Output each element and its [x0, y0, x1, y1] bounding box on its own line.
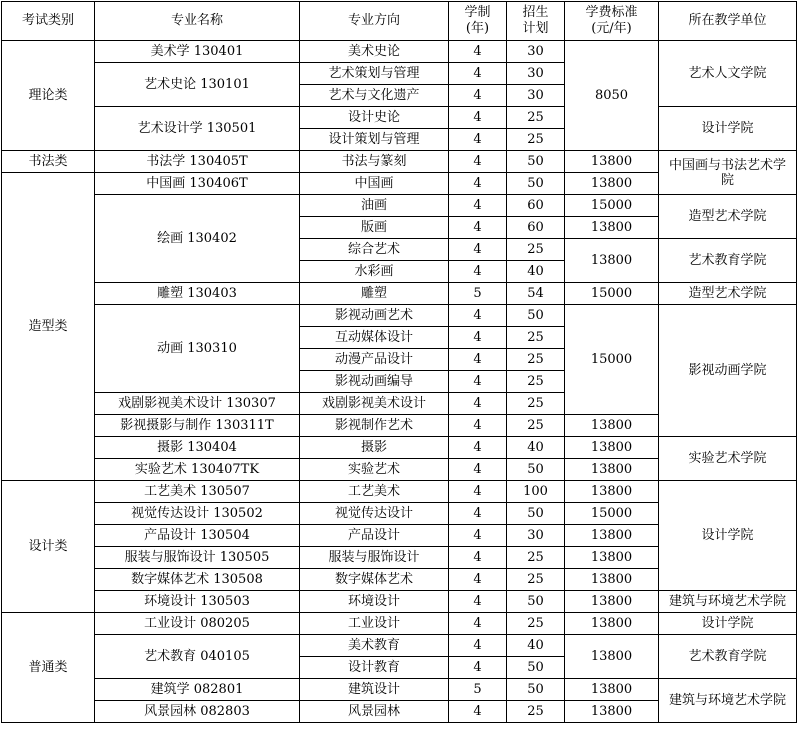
years-cell: 4 — [449, 459, 507, 481]
major-cell: 艺术设计学 130501 — [95, 107, 300, 151]
direction-cell: 产品设计 — [300, 525, 449, 547]
major-cell: 环境设计 130503 — [95, 591, 300, 613]
direction-cell: 中国画 — [300, 173, 449, 195]
school-cell: 造型艺术学院 — [659, 195, 797, 239]
school-cell: 设计学院 — [659, 481, 797, 591]
header-row — [2, 2, 797, 41]
school-cell: 设计学院 — [659, 107, 797, 151]
years-cell: 4 — [449, 393, 507, 415]
enroll-cell: 50 — [507, 591, 565, 613]
direction-cell: 风景园林 — [300, 701, 449, 723]
direction-cell: 实验艺术 — [300, 459, 449, 481]
major-cell: 视觉传达设计 130502 — [95, 503, 300, 525]
major-cell: 绘画 130402 — [95, 195, 300, 283]
direction-cell: 工业设计 — [300, 613, 449, 635]
table-row — [2, 305, 797, 327]
major-cell: 工业设计 080205 — [95, 613, 300, 635]
fee-cell: 13800 — [565, 701, 659, 723]
fee-cell: 13800 — [565, 173, 659, 195]
direction-cell: 综合艺术 — [300, 239, 449, 261]
school-cell: 造型艺术学院 — [659, 283, 797, 305]
enroll-cell: 40 — [507, 261, 565, 283]
years-cell: 4 — [449, 547, 507, 569]
fee-cell: 8050 — [565, 41, 659, 151]
years-cell: 4 — [449, 503, 507, 525]
enroll-cell: 25 — [507, 569, 565, 591]
years-cell: 4 — [449, 415, 507, 437]
category-cell: 书法类 — [2, 151, 95, 173]
enroll-cell: 60 — [507, 195, 565, 217]
enroll-cell: 25 — [507, 327, 565, 349]
fee-cell: 13800 — [565, 525, 659, 547]
table-row — [2, 437, 797, 459]
fee-cell: 15000 — [565, 195, 659, 217]
fee-cell: 13800 — [565, 481, 659, 503]
table-row — [2, 635, 797, 657]
school-cell: 建筑与环境艺术学院 — [659, 591, 797, 613]
direction-cell: 艺术与文化遗产 — [300, 85, 449, 107]
major-cell: 美术学 130401 — [95, 41, 300, 63]
header-direction: 专业方向 — [300, 2, 449, 41]
years-cell: 4 — [449, 85, 507, 107]
category-cell: 普通类 — [2, 613, 95, 723]
fee-cell: 13800 — [565, 217, 659, 239]
fee-cell: 13800 — [565, 459, 659, 481]
fee-cell: 13800 — [565, 635, 659, 679]
major-cell: 戏剧影视美术设计 130307 — [95, 393, 300, 415]
years-cell: 4 — [449, 349, 507, 371]
enroll-cell: 25 — [507, 547, 565, 569]
direction-cell: 美术史论 — [300, 41, 449, 63]
header-fee — [565, 2, 659, 41]
years-cell: 4 — [449, 107, 507, 129]
enroll-cell: 30 — [507, 525, 565, 547]
direction-cell: 设计教育 — [300, 657, 449, 679]
enroll-cell: 25 — [507, 701, 565, 723]
major-cell: 动画 130310 — [95, 305, 300, 393]
direction-cell: 影视动画艺术 — [300, 305, 449, 327]
enroll-cell: 60 — [507, 217, 565, 239]
header-enroll — [507, 2, 565, 41]
direction-cell: 视觉传达设计 — [300, 503, 449, 525]
enroll-cell: 40 — [507, 635, 565, 657]
fee-cell: 13800 — [565, 569, 659, 591]
years-cell: 4 — [449, 635, 507, 657]
direction-cell: 设计策划与管理 — [300, 129, 449, 151]
enroll-cell: 50 — [507, 305, 565, 327]
table-row — [2, 679, 797, 701]
fee-cell: 13800 — [565, 151, 659, 173]
years-cell: 4 — [449, 129, 507, 151]
enroll-cell: 50 — [507, 459, 565, 481]
major-cell: 艺术史论 130101 — [95, 63, 300, 107]
major-cell: 数字媒体艺术 130508 — [95, 569, 300, 591]
fee-cell: 13800 — [565, 437, 659, 459]
header-enroll-line2: 计划 — [522, 21, 549, 36]
school-cell: 影视动画学院 — [659, 305, 797, 437]
direction-cell: 摄影 — [300, 437, 449, 459]
table-row — [2, 613, 797, 635]
enroll-cell: 25 — [507, 415, 565, 437]
table-row — [2, 481, 797, 503]
direction-cell: 服装与服饰设计 — [300, 547, 449, 569]
direction-cell: 水彩画 — [300, 261, 449, 283]
enroll-cell: 50 — [507, 151, 565, 173]
years-cell: 4 — [449, 151, 507, 173]
table-row — [2, 591, 797, 613]
header-school: 所在教学单位 — [659, 2, 797, 41]
enroll-cell: 54 — [507, 283, 565, 305]
years-cell: 4 — [449, 701, 507, 723]
direction-cell: 数字媒体艺术 — [300, 569, 449, 591]
years-cell: 4 — [449, 195, 507, 217]
major-cell: 服装与服饰设计 130505 — [95, 547, 300, 569]
header-years-line1: 学制 — [464, 5, 491, 20]
enroll-cell: 25 — [507, 239, 565, 261]
school-cell: 建筑与环境艺术学院 — [659, 679, 797, 723]
major-cell: 风景园林 082803 — [95, 701, 300, 723]
direction-cell: 影视制作艺术 — [300, 415, 449, 437]
header-years — [449, 2, 507, 41]
enroll-cell: 50 — [507, 657, 565, 679]
enroll-cell: 25 — [507, 107, 565, 129]
fee-cell: 13800 — [565, 547, 659, 569]
direction-cell: 美术教育 — [300, 635, 449, 657]
enroll-cell: 25 — [507, 613, 565, 635]
major-cell: 中国画 130406T — [95, 173, 300, 195]
direction-cell: 油画 — [300, 195, 449, 217]
years-cell: 4 — [449, 525, 507, 547]
major-cell: 工艺美术 130507 — [95, 481, 300, 503]
enroll-cell: 50 — [507, 503, 565, 525]
direction-cell: 互动媒体设计 — [300, 327, 449, 349]
years-cell: 4 — [449, 371, 507, 393]
fee-cell: 13800 — [565, 679, 659, 701]
direction-cell: 戏剧影视美术设计 — [300, 393, 449, 415]
fee-cell: 15000 — [565, 503, 659, 525]
enroll-cell: 25 — [507, 393, 565, 415]
fee-cell: 13800 — [565, 613, 659, 635]
direction-cell: 艺术策划与管理 — [300, 63, 449, 85]
major-cell: 影视摄影与制作 130311T — [95, 415, 300, 437]
table-row — [2, 41, 797, 63]
header-years-line2: (年) — [465, 21, 490, 36]
years-cell: 4 — [449, 481, 507, 503]
school-cell: 实验艺术学院 — [659, 437, 797, 481]
table-row — [2, 107, 797, 129]
table-row — [2, 151, 797, 173]
school-cell: 艺术教育学院 — [659, 635, 797, 679]
school-line1: 中国画与书法艺术学 — [668, 157, 786, 173]
years-cell: 4 — [449, 173, 507, 195]
enroll-cell: 30 — [507, 63, 565, 85]
school-cell: 艺术人文学院 — [659, 41, 797, 107]
enroll-cell: 50 — [507, 679, 565, 701]
enroll-cell: 30 — [507, 41, 565, 63]
category-cell: 设计类 — [2, 481, 95, 613]
header-fee-line2: (元/年) — [591, 21, 632, 36]
school-line2: 院 — [720, 172, 734, 188]
years-cell: 4 — [449, 437, 507, 459]
direction-cell: 书法与篆刻 — [300, 151, 449, 173]
header-enroll-line1: 招生 — [522, 5, 549, 20]
direction-cell: 版画 — [300, 217, 449, 239]
direction-cell: 建筑设计 — [300, 679, 449, 701]
fee-cell: 15000 — [565, 283, 659, 305]
direction-cell: 设计史论 — [300, 107, 449, 129]
school-cell: 艺术教育学院 — [659, 239, 797, 283]
header-major: 专业名称 — [95, 2, 300, 41]
years-cell: 4 — [449, 63, 507, 85]
fee-cell: 13800 — [565, 415, 659, 437]
header-fee-line1: 学费标准 — [585, 5, 638, 20]
header-category: 考试类别 — [2, 2, 95, 41]
table-row — [2, 195, 797, 217]
major-cell: 摄影 130404 — [95, 437, 300, 459]
years-cell: 4 — [449, 261, 507, 283]
major-cell: 产品设计 130504 — [95, 525, 300, 547]
school-cell: 设计学院 — [659, 613, 797, 635]
years-cell: 4 — [449, 569, 507, 591]
years-cell: 4 — [449, 239, 507, 261]
years-cell: 4 — [449, 41, 507, 63]
enroll-cell: 25 — [507, 371, 565, 393]
enroll-cell: 25 — [507, 129, 565, 151]
direction-cell: 雕塑 — [300, 283, 449, 305]
direction-cell: 环境设计 — [300, 591, 449, 613]
direction-cell: 影视动画编导 — [300, 371, 449, 393]
direction-cell: 动漫产品设计 — [300, 349, 449, 371]
table-row — [2, 283, 797, 305]
enroll-cell: 50 — [507, 173, 565, 195]
major-cell: 建筑学 082801 — [95, 679, 300, 701]
major-cell: 书法学 130405T — [95, 151, 300, 173]
enroll-cell: 30 — [507, 85, 565, 107]
fee-cell: 13800 — [565, 591, 659, 613]
years-cell: 4 — [449, 217, 507, 239]
category-cell: 造型类 — [2, 173, 95, 481]
enroll-cell: 100 — [507, 481, 565, 503]
years-cell: 5 — [449, 679, 507, 701]
years-cell: 4 — [449, 305, 507, 327]
years-cell: 4 — [449, 327, 507, 349]
years-cell: 4 — [449, 613, 507, 635]
category-cell: 理论类 — [2, 41, 95, 151]
fee-cell: 15000 — [565, 305, 659, 415]
direction-cell: 工艺美术 — [300, 481, 449, 503]
major-cell: 雕塑 130403 — [95, 283, 300, 305]
school-cell — [659, 151, 797, 195]
enroll-cell: 25 — [507, 349, 565, 371]
major-cell: 实验艺术 130407TK — [95, 459, 300, 481]
years-cell: 4 — [449, 591, 507, 613]
years-cell: 4 — [449, 657, 507, 679]
years-cell: 5 — [449, 283, 507, 305]
fee-cell: 13800 — [565, 239, 659, 283]
enroll-cell: 40 — [507, 437, 565, 459]
major-cell: 艺术教育 040105 — [95, 635, 300, 679]
enrollment-table — [1, 1, 797, 723]
